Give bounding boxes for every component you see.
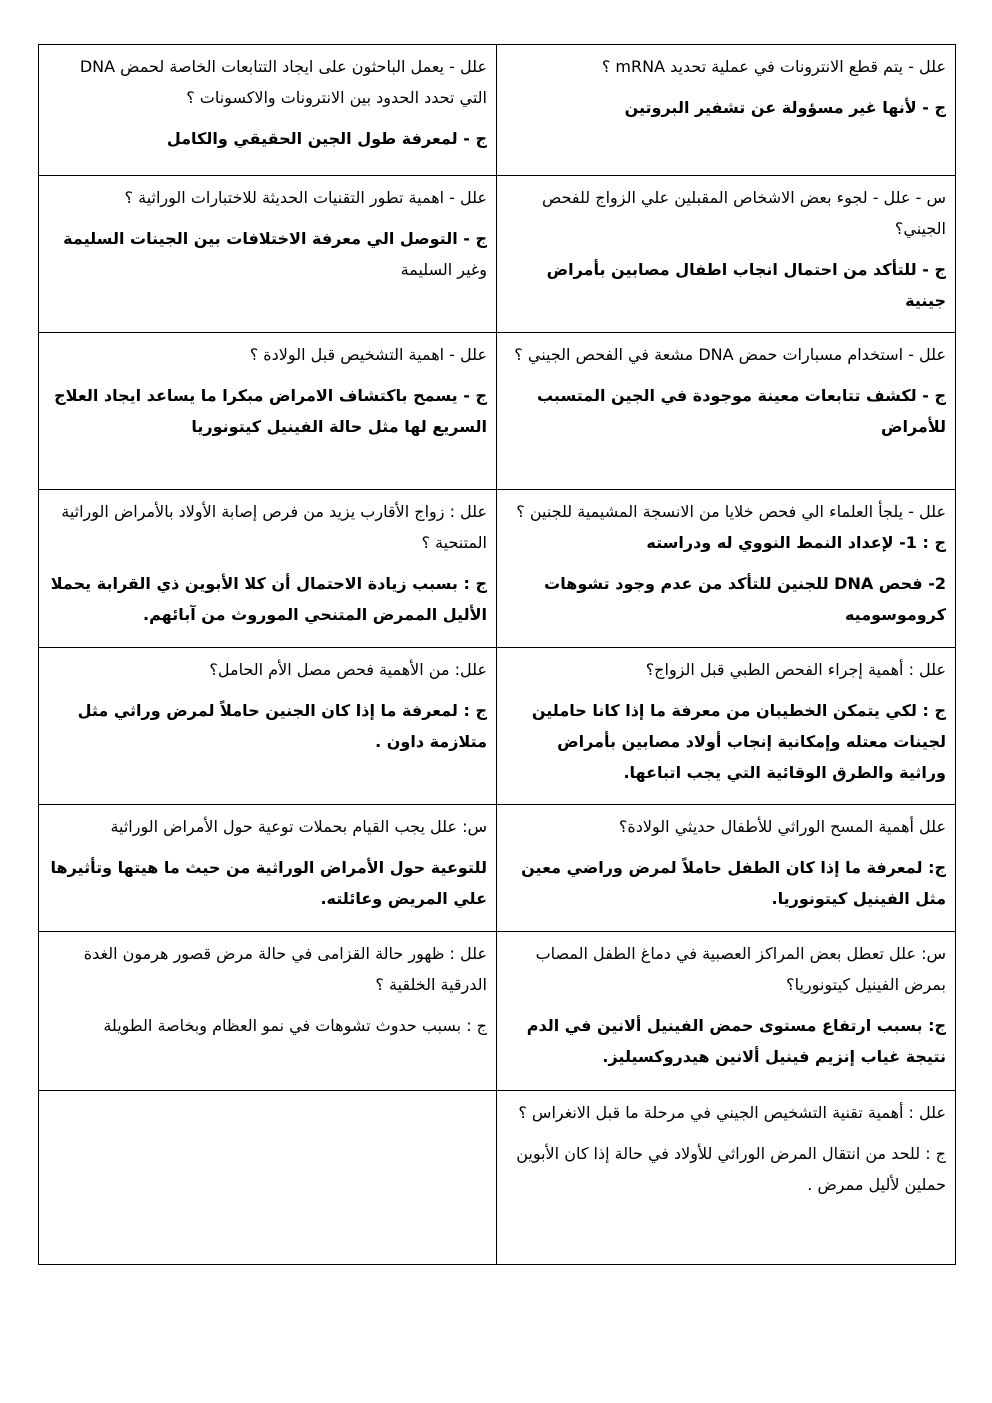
worksheet xyxy=(38,44,955,1265)
qa-cell-right xyxy=(497,490,956,648)
answer-text: ج : بسبب حدوث تشوهات في نمو العظام وبخاصة الطويلة xyxy=(103,1016,487,1035)
answer-continuation: وغير السليمة xyxy=(400,260,487,279)
table-row xyxy=(39,490,956,648)
qa-cell-left xyxy=(39,176,497,333)
table-row xyxy=(39,176,956,333)
table-row xyxy=(39,805,956,932)
answer-text: ج - لكشف تتابعات معينة موجودة في الجين المتسبب للأمراض xyxy=(536,386,946,436)
answer-text: 2- فحص DNA للجنين للتأكد من عدم وجود تشوهات كروموسوميه xyxy=(544,574,946,624)
question-text: علل : أهمية تقنية التشخيص الجيني في مرحلة ما قبل الانغراس ؟ xyxy=(518,1103,946,1122)
qa-cell-left xyxy=(39,45,497,176)
qa-cell-right xyxy=(497,333,956,490)
qa-cell-left xyxy=(39,648,497,805)
qa-cell-right xyxy=(497,1091,956,1265)
question-text: س: علل يجب القيام بحملات توعية حول الأمراض الوراثية xyxy=(110,817,487,836)
question-text: علل - يتم قطع الانترونات في عملية تحديد mRNA ؟ xyxy=(601,57,946,76)
question-text: علل - اهمية التشخيص قبل الولادة ؟ xyxy=(249,345,487,364)
table-row xyxy=(39,45,956,176)
qa-cell-left xyxy=(39,932,497,1091)
answer-text: ج : بسبب زيادة الاحتمال أن كلا الأبوين ذي القرابة يحملا الأليل الممرض المتنحي الموروث من آبائهم. xyxy=(50,574,487,624)
answer-text: ج - لمعرفة طول الجين الحقيقي والكامل xyxy=(166,129,487,148)
qa-table xyxy=(38,44,956,1265)
qa-cell-right xyxy=(497,648,956,805)
answer-text: ج : 1- لإعداد النمط النووي له ودراسته xyxy=(646,533,946,552)
answer-text: ج: بسبب ارتفاع مستوى حمض الفينيل ألانين في الدم نتيجة غياب إنزيم فينيل ألانين هيدروكسيليز. xyxy=(526,1016,946,1066)
answer-text: ج: لمعرفة ما إذا كان الطفل حاملاً لمرض وراضي معين مثل الفينيل كيتونوريا. xyxy=(521,858,946,908)
qa-cell-right xyxy=(497,932,956,1091)
answer-text: للتوعية حول الأمراض الوراثية من حيث ما هيتها وتأثيرها علي المريض وعائلته. xyxy=(50,858,487,908)
question-text: علل - يلجأ العلماء الي فحص خلايا من الانسجة المشيمية للجنين ؟ xyxy=(516,502,946,521)
table-row xyxy=(39,648,956,805)
qa-cell-left xyxy=(39,333,497,490)
qa-cell-left-empty xyxy=(39,1091,497,1265)
question-text: علل - يعمل الباحثون على ايجاد التتابعات الخاصة لحمض DNA التي تحدد الحدود بين الانترونات والاكسونات ؟ xyxy=(79,57,487,107)
question-text: علل : زواج الأقارب يزيد من فرص إصابة الأولاد بالأمراض الوراثية المتنحية ؟ xyxy=(61,502,487,552)
answer-text: ج - للتأكد من احتمال انجاب اطفال مصابين بأمراض جينية xyxy=(546,260,946,310)
qa-cell-left xyxy=(39,490,497,648)
qa-cell-left xyxy=(39,805,497,932)
table-row xyxy=(39,1091,956,1265)
table-row xyxy=(39,932,956,1091)
question-text: علل أهمية المسح الوراثي للأطفال حديثي الولادة؟ xyxy=(618,817,946,836)
qa-cell-right xyxy=(497,805,956,932)
table-row xyxy=(39,333,956,490)
question-text: علل : أهمية إجراء الفحص الطبي قبل الزواج؟ xyxy=(645,660,946,679)
qa-cell-right xyxy=(497,176,956,333)
answer-text: ج - يسمح باكتشاف الامراض مبكرا ما يساعد ايجاد العلاج السريع لها مثل حالة الفينيل كيتونوريا xyxy=(54,386,487,436)
question-text: علل - اهمية تطور التقنيات الحديثة للاختبارات الوراثية ؟ xyxy=(124,188,487,207)
answer-text: ج : لمعرفة ما إذا كان الجنين حاملاً لمرض وراثي مثل متلازمة داون . xyxy=(77,701,487,751)
answer-text: ج : لكي يتمكن الخطيبان من معرفة ما إذا كانا حاملين لجينات معتله وإمكانية إنجاب أولاد مصابين بأمراض وراثية والطرق الوقائية التي يجب اتباعها. xyxy=(531,701,946,782)
answer-text: ج - التوصل الي معرفة الاختلافات بين الجينات السليمة xyxy=(63,229,487,248)
question-text: س - علل - لجوء بعض الاشخاص المقبلين علي الزواج للفحص الجيني؟ xyxy=(541,188,946,238)
question-text: س: علل تعطل بعض المراكز العصبية في دماغ الطفل المصاب بمرض الفينيل كيتونوريا؟ xyxy=(535,944,946,994)
question-text: علل - استخدام مسبارات حمض DNA مشعة في الفحص الجيني ؟ xyxy=(514,345,946,364)
answer-text: ج : للحد من انتقال المرض الوراثي للأولاد في حالة إذا كان الأبوين حملين لأليل ممرض . xyxy=(516,1144,946,1194)
answer-text: ج - لأنها غير مسؤولة عن تشفير البروتين xyxy=(624,98,946,117)
question-text: علل : ظهور حالة القزامى في حالة مرض قصور هرمون الغدة الدرقية الخلقية ؟ xyxy=(83,944,487,994)
qa-cell-right xyxy=(497,45,956,176)
question-text: علل: من الأهمية فحص مصل الأم الحامل؟ xyxy=(209,660,487,679)
